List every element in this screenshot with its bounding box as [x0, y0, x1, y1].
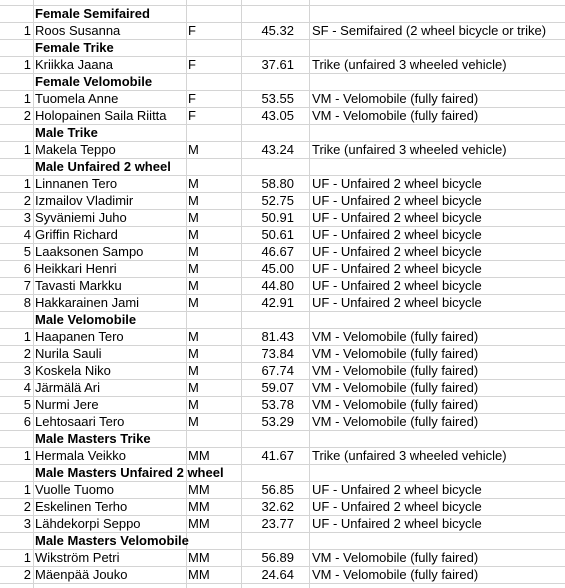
class-cell[interactable] [309, 74, 565, 90]
speed-cell[interactable] [241, 40, 297, 56]
group-title[interactable]: Male Unfaired 2 wheel [35, 159, 171, 174]
table-row [0, 108, 565, 125]
name-cell[interactable]: Eskelinen Terho [35, 499, 128, 514]
group-title[interactable]: Female Velomobile [35, 74, 153, 89]
class-cell[interactable]: UF - Unfaired 2 wheel bicycle [312, 482, 482, 497]
name-cell[interactable]: Izmailov Vladimir [35, 193, 134, 208]
class-cell[interactable] [309, 431, 565, 447]
rank-cell[interactable]: 5 [23, 244, 31, 259]
class-cell[interactable]: UF - Unfaired 2 wheel bicycle [312, 176, 482, 191]
class-cell[interactable]: VM - Velomobile (fully faired) [312, 329, 479, 344]
sex-cell[interactable]: M [188, 380, 199, 395]
class-cell[interactable]: UF - Unfaired 2 wheel bicycle [312, 261, 482, 276]
speed-cell[interactable]: 58.80 [261, 176, 294, 191]
rank-cell[interactable]: 8 [23, 295, 31, 310]
speed-cell[interactable]: 53.55 [261, 91, 294, 106]
table-row [0, 346, 565, 363]
sex-cell[interactable] [186, 125, 240, 141]
speed-cell[interactable]: 56.85 [261, 482, 294, 497]
group-header-row [0, 74, 565, 91]
rank-cell[interactable]: 3 [23, 516, 31, 531]
speed-cell[interactable]: 37.61 [261, 57, 294, 72]
sex-cell[interactable]: MM [188, 567, 210, 582]
class-cell[interactable] [309, 6, 565, 22]
rank-cell[interactable]: 4 [23, 227, 31, 242]
sex-cell[interactable]: M [188, 227, 199, 242]
group-title[interactable]: Female Trike [35, 40, 114, 55]
name-cell[interactable]: Haapanen Tero [35, 329, 124, 344]
speed-cell[interactable]: 43.05 [261, 108, 294, 123]
name-cell[interactable]: Hermala Veikko [35, 448, 127, 463]
sex-cell[interactable]: M [188, 414, 199, 429]
group-header-row [0, 533, 565, 550]
table-row [0, 91, 565, 108]
name-cell[interactable]: Roos Susanna [35, 23, 121, 38]
speed-cell[interactable]: 50.91 [261, 210, 294, 225]
group-header-row [0, 40, 565, 57]
name-cell[interactable]: Kriikka Jaana [35, 57, 114, 72]
name-cell[interactable]: Tavasti Markku [35, 278, 122, 293]
speed-cell[interactable] [241, 125, 297, 141]
table-row [0, 499, 565, 516]
class-cell[interactable] [309, 533, 565, 549]
speed-cell[interactable]: 24.64 [261, 567, 294, 582]
group-title[interactable]: Male Trike [35, 125, 98, 140]
sex-cell[interactable]: F [188, 91, 196, 106]
speed-cell[interactable]: 23.77 [261, 516, 294, 531]
class-cell[interactable] [309, 125, 565, 141]
rank-cell[interactable] [0, 312, 32, 328]
sex-cell[interactable] [186, 40, 240, 56]
group-header-row [0, 465, 565, 482]
name-cell[interactable]: Järmälä Ari [35, 380, 101, 395]
speed-cell[interactable]: 44.80 [261, 278, 294, 293]
table-row [0, 176, 565, 193]
sex-cell[interactable]: M [188, 142, 199, 157]
sex-cell[interactable] [186, 312, 240, 328]
name-cell[interactable]: Mäenpää Jouko [35, 567, 128, 582]
sex-cell[interactable]: MM [188, 448, 210, 463]
class-cell[interactable]: VM - Velomobile (fully faired) [312, 380, 479, 395]
rank-cell[interactable] [0, 74, 32, 90]
name-cell[interactable]: Wikström Petri [35, 550, 120, 565]
sex-cell[interactable]: M [188, 176, 199, 191]
rank-cell[interactable]: 1 [23, 23, 31, 38]
speed-cell[interactable]: 73.84 [261, 346, 294, 361]
rank-cell[interactable]: 1 [23, 57, 31, 72]
speed-cell[interactable]: 56.89 [261, 550, 294, 565]
group-header-row [0, 431, 565, 448]
speed-cell[interactable]: 52.75 [261, 193, 294, 208]
rank-cell[interactable]: 5 [23, 397, 31, 412]
group-header-row [0, 159, 565, 176]
class-cell[interactable]: UF - Unfaired 2 wheel bicycle [312, 193, 482, 208]
name-cell[interactable]: Lehtosaari Tero [35, 414, 125, 429]
sex-cell[interactable] [186, 533, 240, 549]
table-row [0, 227, 565, 244]
table-row [0, 244, 565, 261]
class-cell[interactable]: UF - Unfaired 2 wheel bicycle [312, 499, 482, 514]
class-cell[interactable]: UF - Unfaired 2 wheel bicycle [312, 516, 482, 531]
sex-cell[interactable]: MM [188, 499, 210, 514]
table-row [0, 261, 565, 278]
table-row [0, 414, 565, 431]
rank-cell[interactable]: 6 [23, 414, 31, 429]
table-row [0, 550, 565, 567]
class-cell[interactable] [309, 159, 565, 175]
sex-cell[interactable]: M [188, 244, 199, 259]
speed-cell[interactable]: 41.67 [261, 448, 294, 463]
speed-cell[interactable]: 46.67 [261, 244, 294, 259]
group-title[interactable]: Male Masters Trike [35, 431, 151, 446]
sex-cell[interactable] [186, 431, 240, 447]
sex-cell[interactable] [186, 6, 240, 22]
rank-cell[interactable]: 1 [23, 329, 31, 344]
sex-cell[interactable]: M [188, 397, 199, 412]
rank-cell[interactable]: 2 [23, 567, 31, 582]
class-cell[interactable]: VM - Velomobile (fully faired) [312, 108, 479, 123]
sex-cell[interactable]: M [188, 346, 199, 361]
sex-cell[interactable]: M [188, 363, 199, 378]
speed-cell[interactable] [241, 159, 297, 175]
rank-cell[interactable] [0, 533, 32, 549]
name-cell[interactable]: Tuomela Anne [35, 91, 119, 106]
class-cell[interactable]: Trike (unfaired 3 wheeled vehicle) [312, 448, 507, 463]
speed-cell[interactable] [241, 431, 297, 447]
sex-cell[interactable]: M [188, 261, 199, 276]
group-title[interactable]: Male Velomobile [35, 312, 137, 327]
name-cell[interactable]: Syväniemi Juho [35, 210, 127, 225]
rank-cell[interactable] [0, 125, 32, 141]
rank-cell[interactable] [0, 40, 32, 56]
table-row [0, 482, 565, 499]
rank-cell[interactable]: 3 [23, 210, 31, 225]
speed-cell[interactable]: 43.24 [261, 142, 294, 157]
speed-cell[interactable]: 45.00 [261, 261, 294, 276]
class-cell[interactable]: Trike (unfaired 3 wheeled vehicle) [312, 57, 507, 72]
rank-cell[interactable]: 1 [23, 482, 31, 497]
name-cell[interactable]: Laaksonen Sampo [35, 244, 144, 259]
sex-cell[interactable]: MM [188, 516, 210, 531]
rank-cell[interactable]: 1 [23, 91, 31, 106]
table-row [0, 23, 565, 40]
sex-cell[interactable]: F [188, 57, 196, 72]
speed-cell[interactable]: 42.91 [261, 295, 294, 310]
table-row [0, 397, 565, 414]
speed-cell[interactable]: 45.32 [261, 23, 294, 38]
speed-cell[interactable]: 53.78 [261, 397, 294, 412]
sex-cell[interactable]: MM [188, 550, 210, 565]
class-cell[interactable]: UF - Unfaired 2 wheel bicycle [312, 227, 482, 242]
group-title[interactable]: Female Semifaired [35, 6, 150, 21]
rank-cell[interactable] [0, 6, 32, 22]
class-cell[interactable]: UF - Unfaired 2 wheel bicycle [312, 210, 482, 225]
class-cell[interactable]: SF - Semifaired (2 wheel bicycle or trike) [312, 23, 547, 38]
rank-cell[interactable]: 1 [23, 142, 31, 157]
rank-cell[interactable]: 6 [23, 261, 31, 276]
rank-cell[interactable] [0, 431, 32, 447]
class-cell[interactable]: VM - Velomobile (fully faired) [312, 363, 479, 378]
class-cell[interactable]: VM - Velomobile (fully faired) [312, 414, 479, 429]
table-row [0, 57, 565, 74]
name-cell[interactable]: Vuolle Tuomo [35, 482, 115, 497]
sex-cell[interactable]: F [188, 23, 196, 38]
rank-cell[interactable]: 2 [23, 108, 31, 123]
class-cell[interactable]: VM - Velomobile (fully faired) [312, 550, 479, 565]
table-row [0, 210, 565, 227]
table-row [0, 567, 565, 584]
group-header-row [0, 312, 565, 329]
rank-cell[interactable]: 1 [23, 550, 31, 565]
class-cell[interactable] [309, 40, 565, 56]
sex-cell[interactable] [186, 74, 240, 90]
table-row [0, 193, 565, 210]
table-row [0, 329, 565, 346]
name-cell[interactable]: Nurmi Jere [35, 397, 99, 412]
name-cell[interactable]: Holopainen Saila Riitta [35, 108, 167, 123]
sex-cell[interactable]: M [188, 193, 199, 208]
sex-cell[interactable]: M [188, 329, 199, 344]
speed-cell[interactable] [241, 74, 297, 90]
rank-cell[interactable]: 1 [23, 448, 31, 463]
name-cell[interactable]: Nurila Sauli [35, 346, 102, 361]
rank-cell[interactable]: 4 [23, 380, 31, 395]
sex-cell[interactable]: M [188, 210, 199, 225]
class-cell[interactable] [309, 312, 565, 328]
class-cell[interactable]: UF - Unfaired 2 wheel bicycle [312, 295, 482, 310]
sex-cell[interactable]: M [188, 278, 199, 293]
rank-cell[interactable]: 2 [23, 346, 31, 361]
speed-cell[interactable]: 59.07 [261, 380, 294, 395]
table-row [0, 448, 565, 465]
group-title[interactable]: Male Masters Velomobile [35, 533, 189, 548]
speed-cell[interactable] [241, 465, 297, 481]
rank-cell[interactable]: 2 [23, 499, 31, 514]
group-title[interactable]: Male Masters Unfaired 2 wheel [35, 465, 224, 480]
rank-cell[interactable] [0, 159, 32, 175]
sex-cell[interactable]: MM [188, 482, 210, 497]
speed-cell[interactable] [241, 533, 297, 549]
name-cell[interactable]: Griffin Richard [35, 227, 118, 242]
class-cell[interactable]: VM - Velomobile (fully faired) [312, 346, 479, 361]
class-cell[interactable] [309, 465, 565, 481]
sex-cell[interactable]: F [188, 108, 196, 123]
table-row [0, 380, 565, 397]
rank-cell[interactable]: 7 [23, 278, 31, 293]
speed-cell[interactable]: 32.62 [261, 499, 294, 514]
speed-cell[interactable]: 81.43 [261, 329, 294, 344]
rank-cell[interactable]: 2 [23, 193, 31, 208]
name-cell[interactable]: Lähdekorpi Seppo [35, 516, 141, 531]
class-cell[interactable]: VM - Velomobile (fully faired) [312, 91, 479, 106]
speed-cell[interactable]: 50.61 [261, 227, 294, 242]
rank-cell[interactable]: 1 [23, 176, 31, 191]
table-row [0, 516, 565, 533]
speed-cell[interactable]: 53.29 [261, 414, 294, 429]
rank-cell[interactable]: 3 [23, 363, 31, 378]
name-cell[interactable]: Makela Teppo [35, 142, 116, 157]
class-cell[interactable]: VM - Velomobile (fully faired) [312, 567, 479, 582]
rank-cell[interactable] [0, 465, 32, 481]
name-cell[interactable]: Koskela Niko [35, 363, 111, 378]
speed-cell[interactable]: 67.74 [261, 363, 294, 378]
name-cell[interactable]: Hakkarainen Jami [35, 295, 140, 310]
class-cell[interactable]: UF - Unfaired 2 wheel bicycle [312, 278, 482, 293]
group-header-row [0, 125, 565, 142]
name-cell[interactable]: Linnanen Tero [35, 176, 118, 191]
class-cell[interactable]: Trike (unfaired 3 wheeled vehicle) [312, 142, 507, 157]
table-row [0, 142, 565, 159]
table-row [0, 295, 565, 312]
class-cell[interactable]: VM - Velomobile (fully faired) [312, 397, 479, 412]
speed-cell[interactable] [241, 6, 297, 22]
group-header-row [0, 6, 565, 23]
table-row [0, 278, 565, 295]
sex-cell[interactable] [186, 159, 240, 175]
class-cell[interactable]: UF - Unfaired 2 wheel bicycle [312, 244, 482, 259]
table-row [0, 363, 565, 380]
sex-cell[interactable]: M [188, 295, 199, 310]
name-cell[interactable]: Heikkari Henri [35, 261, 117, 276]
speed-cell[interactable] [241, 312, 297, 328]
